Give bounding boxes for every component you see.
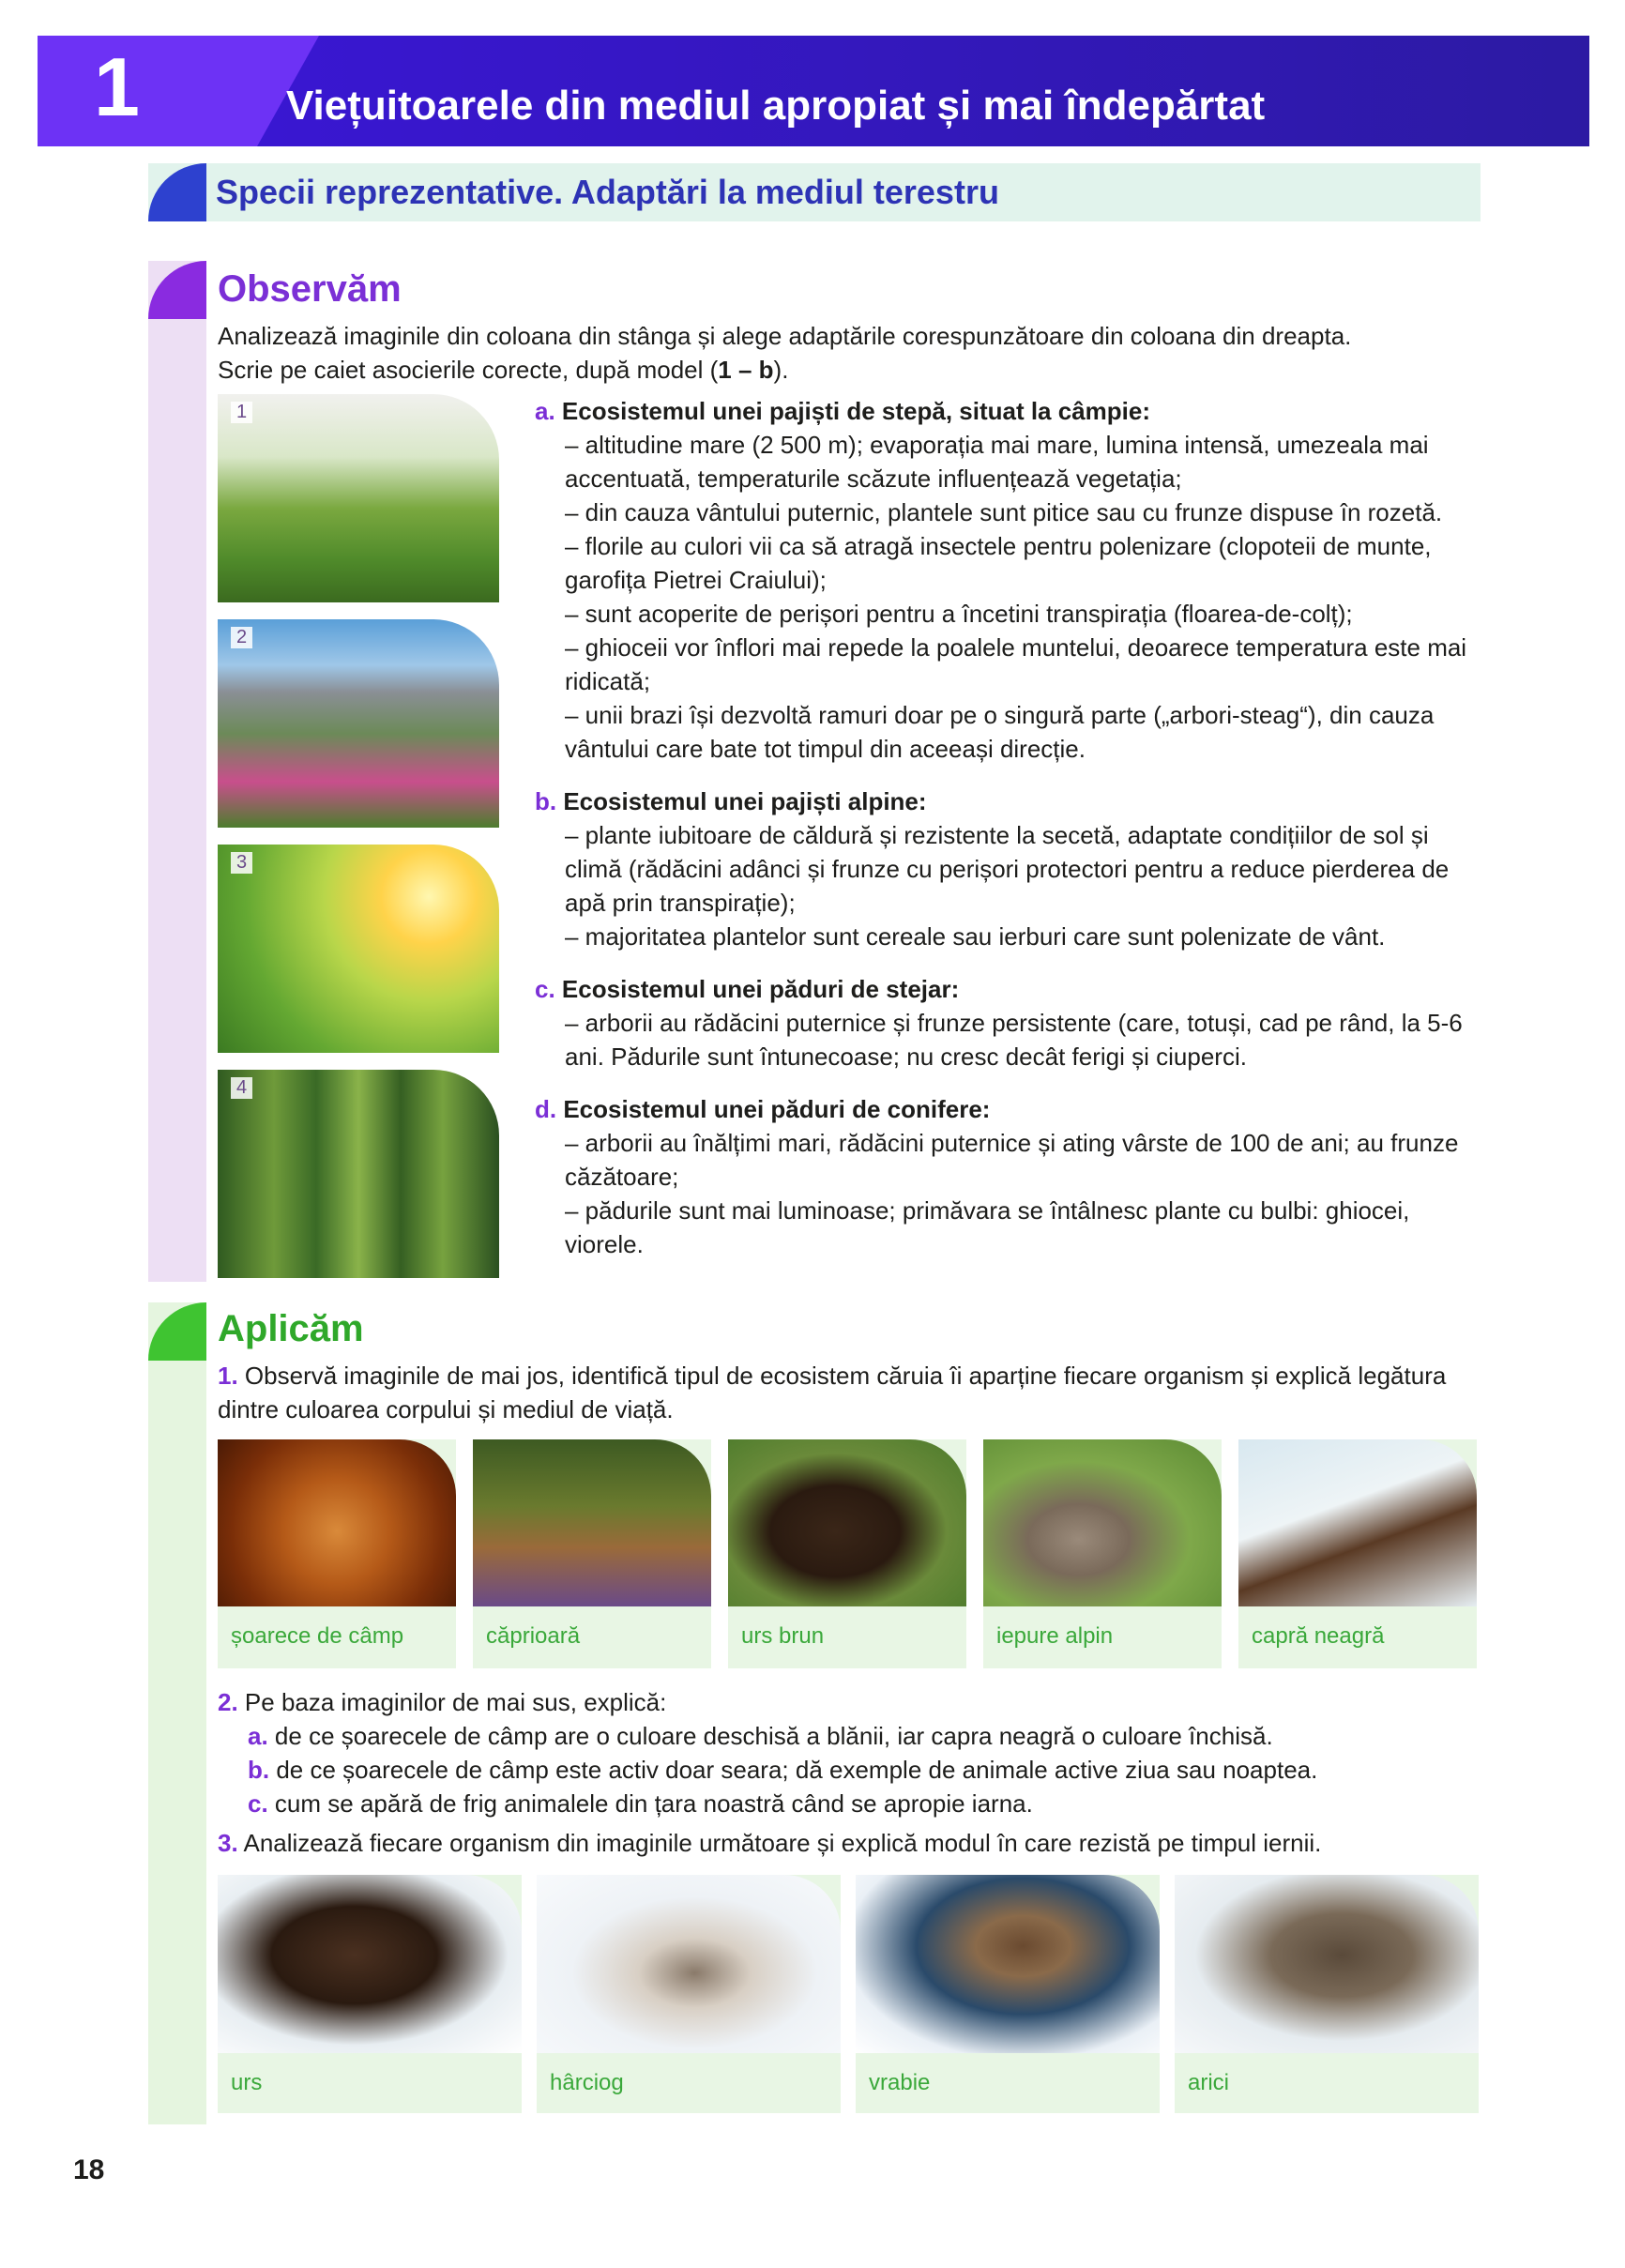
option-line: – majoritatea plantelor sunt cereale sau ierburi care sunt polenizate de vânt. bbox=[565, 922, 1386, 951]
option-line: – arborii au rădăcini puternice și frunze persistente (care, totuși, cad pe rând, la 5-6 ani. Pădurile sunt întunecoase; nu cresc decât ferigi și ciuperci. bbox=[565, 1009, 1463, 1071]
animal-caption: vrabie bbox=[869, 2070, 931, 2095]
animal-card-brown-bear bbox=[728, 1439, 966, 1668]
chapter-number: 1 bbox=[94, 40, 140, 133]
question-2-item-b: b. de ce șoarecele de câmp este activ doar seara; dă exemple de animale active ziua sau noaptea. bbox=[248, 1756, 1318, 1784]
question-1: 1. Observă imaginile de mai jos, identifică tipul de ecosistem căruia îi aparține fiecare organism și explică legătura dintre culoarea corpului și mediul de viață. bbox=[218, 1362, 1447, 1423]
option-d: d. Ecosistemul unei păduri de conifere: – arborii au înălțimi mari, rădăcini puternice și ating vârste de 100 de ani; au frunze căzătoare; – pădurile sunt mai luminoase; primăvara se întâlnesc plante cu bulbi: ghiocei, viorele. bbox=[535, 1092, 1481, 1261]
animal-card-hamster bbox=[537, 1875, 841, 2113]
option-line: – unii brazi își dezvoltă ramuri doar pe o singură parte („arbori-steag“), din cauza vântului care bate tot timpul din aceeași direcție. bbox=[565, 701, 1435, 763]
landscape-image-3 bbox=[218, 845, 499, 1053]
bear-winter-image bbox=[218, 1875, 522, 2053]
field-mouse-image bbox=[218, 1439, 456, 1606]
landscape-image-1 bbox=[218, 394, 499, 602]
alpine-hare-image bbox=[983, 1439, 1222, 1606]
aplicam-heading: Aplicăm bbox=[218, 1308, 364, 1349]
animal-caption: urs brun bbox=[741, 1623, 825, 1649]
landscape-image-4 bbox=[218, 1070, 499, 1278]
animal-caption: iepure alpin bbox=[996, 1623, 1114, 1649]
page-number: 18 bbox=[73, 2154, 105, 2185]
option-line: – sunt acoperite de perișori pentru a încetini transpirația (floarea-de-colț); bbox=[565, 600, 1353, 628]
animal-caption: șoarece de câmp bbox=[231, 1623, 404, 1649]
ecosystem-options bbox=[535, 394, 1481, 1280]
animal-card-hedgehog bbox=[1175, 1875, 1479, 2113]
image-label: 3 bbox=[231, 852, 252, 874]
question-2-item-c: c. cum se apără de frig animalele din țara noastră când se apropie iarna. bbox=[248, 1789, 1033, 1818]
chapter-title: Viețuitoarele din mediul apropiat și mai îndepărtat bbox=[286, 83, 1266, 129]
chapter-number-block bbox=[38, 36, 319, 146]
option-line: – ghioceii vor înflori mai repede la poalele muntelui, deoarece temperatura este mai ridicată; bbox=[565, 633, 1467, 695]
option-line: – arborii au înălțimi mari, rădăcini puternice și ating vârste de 100 de ani; au frunze căzătoare; bbox=[565, 1129, 1459, 1191]
animal-caption: arici bbox=[1188, 2070, 1230, 2095]
animal-card-field-mouse bbox=[218, 1439, 456, 1668]
observam-heading: Observăm bbox=[218, 268, 402, 310]
lesson-subtitle: Specii reprezentative. Adaptări la mediul terestru bbox=[216, 173, 999, 211]
option-line: – plante iubitoare de căldură și rezistente la secetă, adaptate condițiilor de sol și climă (rădăcini adânci și frunze cu perișori protectori pentru a reduce pierderea de apă prin transpirație); bbox=[565, 821, 1450, 917]
lesson-subtitle-band bbox=[148, 163, 1481, 221]
animal-card-sparrow bbox=[856, 1875, 1160, 2113]
question-2: 2. Pe baza imaginilor de mai sus, explică: a. de ce șoarecele de câmp are o culoare deschisă a blănii, iar capra neagră o culoare închisă. b. de ce șoarecele de câmp este activ doar seara; dă exemple de animale active ziua sau noaptea. c. cum se apără de frig animalele din țara noastră când se apropie iarna. bbox=[218, 1685, 1481, 1820]
animal-caption: urs bbox=[231, 2070, 263, 2095]
image-label: 4 bbox=[231, 1077, 252, 1099]
hamster-image bbox=[537, 1875, 841, 2053]
observam-intro bbox=[218, 319, 1481, 387]
animal-caption: capră neagră bbox=[1252, 1623, 1385, 1649]
question-2-item-a: a. de ce șoarecele de câmp are o culoare deschisă a blănii, iar capra neagră o culoare închisă. bbox=[248, 1722, 1273, 1750]
option-line: – florile au culori vii ca să atragă insectele pentru polenizare (clopoteii de munte, garofița Pietrei Craiului); bbox=[565, 532, 1432, 594]
aplicam-sidebar bbox=[148, 1302, 206, 2124]
intro-line-2: Scrie pe caiet asocierile corecte, după model (1 – b). bbox=[218, 356, 789, 384]
chapter-header bbox=[38, 36, 1589, 146]
chamois-image bbox=[1238, 1439, 1477, 1606]
option-a: a. Ecosistemul unei pajiști de stepă, situat la câmpie: – altitudine mare (2 500 m); evaporația mai mare, lumina intensă, umezeala mai accentuată, temperaturile scăzute influențează vegetația; – din cauza vântului puternic, plantele sunt pitice sau cu frunze dispuse în rozetă. – florile au culori vii ca să atragă insectele pentru polenizare (clopoteii de munte, garofița Pietrei Craiului); – sunt acoperite de perișori pentru a încetini transpirația (floarea-de-colț); – ghioceii vor înflori mai repede la poalele muntelui, deoarece temperatura este mai ridicată; – unii brazi își dezvoltă ramuri doar pe o singură parte („arbori-steag“), din cauza vântului care bate tot timpul din aceeași direcție. bbox=[535, 394, 1481, 766]
sparrow-image bbox=[856, 1875, 1160, 2053]
option-line: – din cauza vântului puternic, plantele sunt pitice sau cu frunze dispuse în rozetă. bbox=[565, 498, 1443, 526]
roe-deer-image bbox=[473, 1439, 711, 1606]
animal-caption: hârciog bbox=[550, 2070, 624, 2095]
option-line: – pădurile sunt mai luminoase; primăvara se întâlnesc plante cu bulbi: ghiocei, viorele. bbox=[565, 1196, 1410, 1258]
animal-card-roe-deer bbox=[473, 1439, 711, 1668]
question-3: 3. Analizează fiecare organism din imaginile următoare și explică modul în care rezistă pe timpul iernii. bbox=[218, 1829, 1322, 1857]
animal-card-alpine-hare bbox=[983, 1439, 1222, 1668]
intro-line-1: Analizează imaginile din coloana din stânga și alege adaptările corespunzătoare din coloana din dreapta. bbox=[218, 322, 1352, 350]
observam-sidebar bbox=[148, 261, 206, 1282]
animal-card-bear-winter bbox=[218, 1875, 522, 2113]
landscape-image-2 bbox=[218, 619, 499, 828]
animal-card-chamois bbox=[1238, 1439, 1477, 1668]
image-label: 1 bbox=[231, 402, 252, 423]
image-label: 2 bbox=[231, 627, 252, 648]
option-line: – altitudine mare (2 500 m); evaporația mai mare, lumina intensă, umezeala mai accentuată, temperaturile scăzute influențează vegetația; bbox=[565, 431, 1429, 493]
option-b: b. Ecosistemul unei pajiști alpine: – plante iubitoare de căldură și rezistente la secetă, adaptate condițiilor de sol și climă (rădăcini adânci și frunze cu perișori protectori pentru a reduce pierderea de apă prin transpirație); – majoritatea plantelor sunt cereale sau ierburi care sunt polenizate de vânt. bbox=[535, 784, 1481, 953]
hedgehog-image bbox=[1175, 1875, 1479, 2053]
subtitle-tab-decoration bbox=[148, 163, 206, 221]
animal-caption: căprioară bbox=[486, 1623, 581, 1649]
option-c: c. Ecosistemul unei păduri de stejar: – arborii au rădăcini puternice și frunze persistente (care, totuși, cad pe rând, la 5-6 ani. Pădurile sunt întunecoase; nu cresc decât ferigi și ciuperci. bbox=[535, 972, 1481, 1073]
brown-bear-image bbox=[728, 1439, 966, 1606]
